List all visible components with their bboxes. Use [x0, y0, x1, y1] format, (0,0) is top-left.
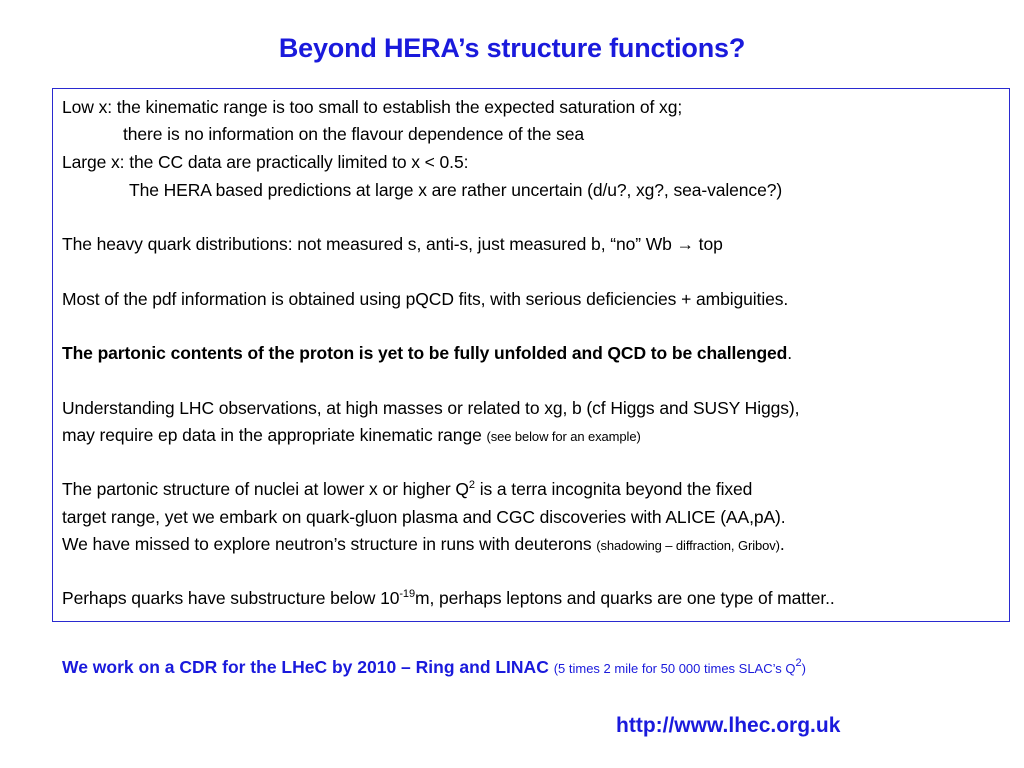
text-line-neutron [62, 534, 785, 555]
neutron-text: We have missed to explore neutron’s structure in runs with deuterons [62, 534, 597, 554]
cdr-end: ) [801, 661, 806, 676]
text-line-nuclei [62, 479, 752, 500]
heavy-quark-tail: top [693, 234, 723, 254]
cdr-line [62, 657, 806, 678]
heavy-quark-text: The heavy quark distributions: not measured s, anti-s, just measured b, “no” Wb [62, 234, 672, 254]
text-line-substructure [62, 588, 835, 609]
text-line-heavy-quark [62, 234, 723, 255]
text-line-ep-data [62, 425, 641, 446]
text-line-predictions: The HERA based predictions at large x are rather uncertain (d/u?, xg?, sea-valence?) [129, 180, 783, 200]
partonic-proton-end: . [787, 343, 793, 363]
nuclei-text-b: is a terra incognita beyond the fixed [474, 479, 753, 499]
ep-data-text: may require ep data in the appropriate kinematic range [62, 425, 487, 445]
cdr-note: (5 times 2 mile for 50 000 times SLAC’s Q [553, 661, 796, 676]
slide-title: Beyond HERA’s structure functions? [278, 33, 746, 63]
neutron-end: . [779, 534, 785, 554]
nuclei-sup: 2 [468, 479, 475, 492]
text-line-partonic-proton [62, 343, 792, 364]
partonic-proton-bold: The partonic contents of the proton is yet to be fully unfolded and QCD to be challenged [62, 343, 788, 363]
text-line-low-x: Low x: the kinematic range is too small to establish the expected saturation of xg; [62, 97, 683, 117]
website-link[interactable]: http://www.lhec.org.uk [616, 714, 841, 737]
text-line-lhc: Understanding LHC observations, at high masses or related to xg, b (cf Higgs and SUSY Higgs), [62, 398, 800, 418]
ep-data-note: (see below for an example) [486, 429, 641, 444]
cdr-bold: We work on a CDR for the LHeC by 2010 – Ring and LINAC [62, 657, 554, 677]
nuclei-text-a: The partonic structure of nuclei at lower x or higher Q [62, 479, 469, 499]
substructure-text-b: m, perhaps leptons and quarks are one type of matter.. [414, 588, 835, 608]
text-line-flavour: there is no information on the flavour dependence of the sea [123, 124, 584, 144]
substructure-sup: -19 [399, 588, 415, 601]
text-line-large-x: Large x: the CC data are practically limited to x < 0.5: [62, 152, 469, 172]
cdr-sup: 2 [795, 657, 802, 670]
text-line-target-range: target range, yet we embark on quark-gluon plasma and CGC discoveries with ALICE (AA,pA). [62, 507, 786, 527]
arrow-right-icon: → [676, 234, 694, 254]
substructure-text-a: Perhaps quarks have substructure below 10 [62, 588, 400, 608]
neutron-note: (shadowing – diffraction, Gribov) [596, 538, 780, 553]
text-line-pdf: Most of the pdf information is obtained using pQCD fits, with serious deficiencies + ambiguities. [62, 289, 789, 309]
